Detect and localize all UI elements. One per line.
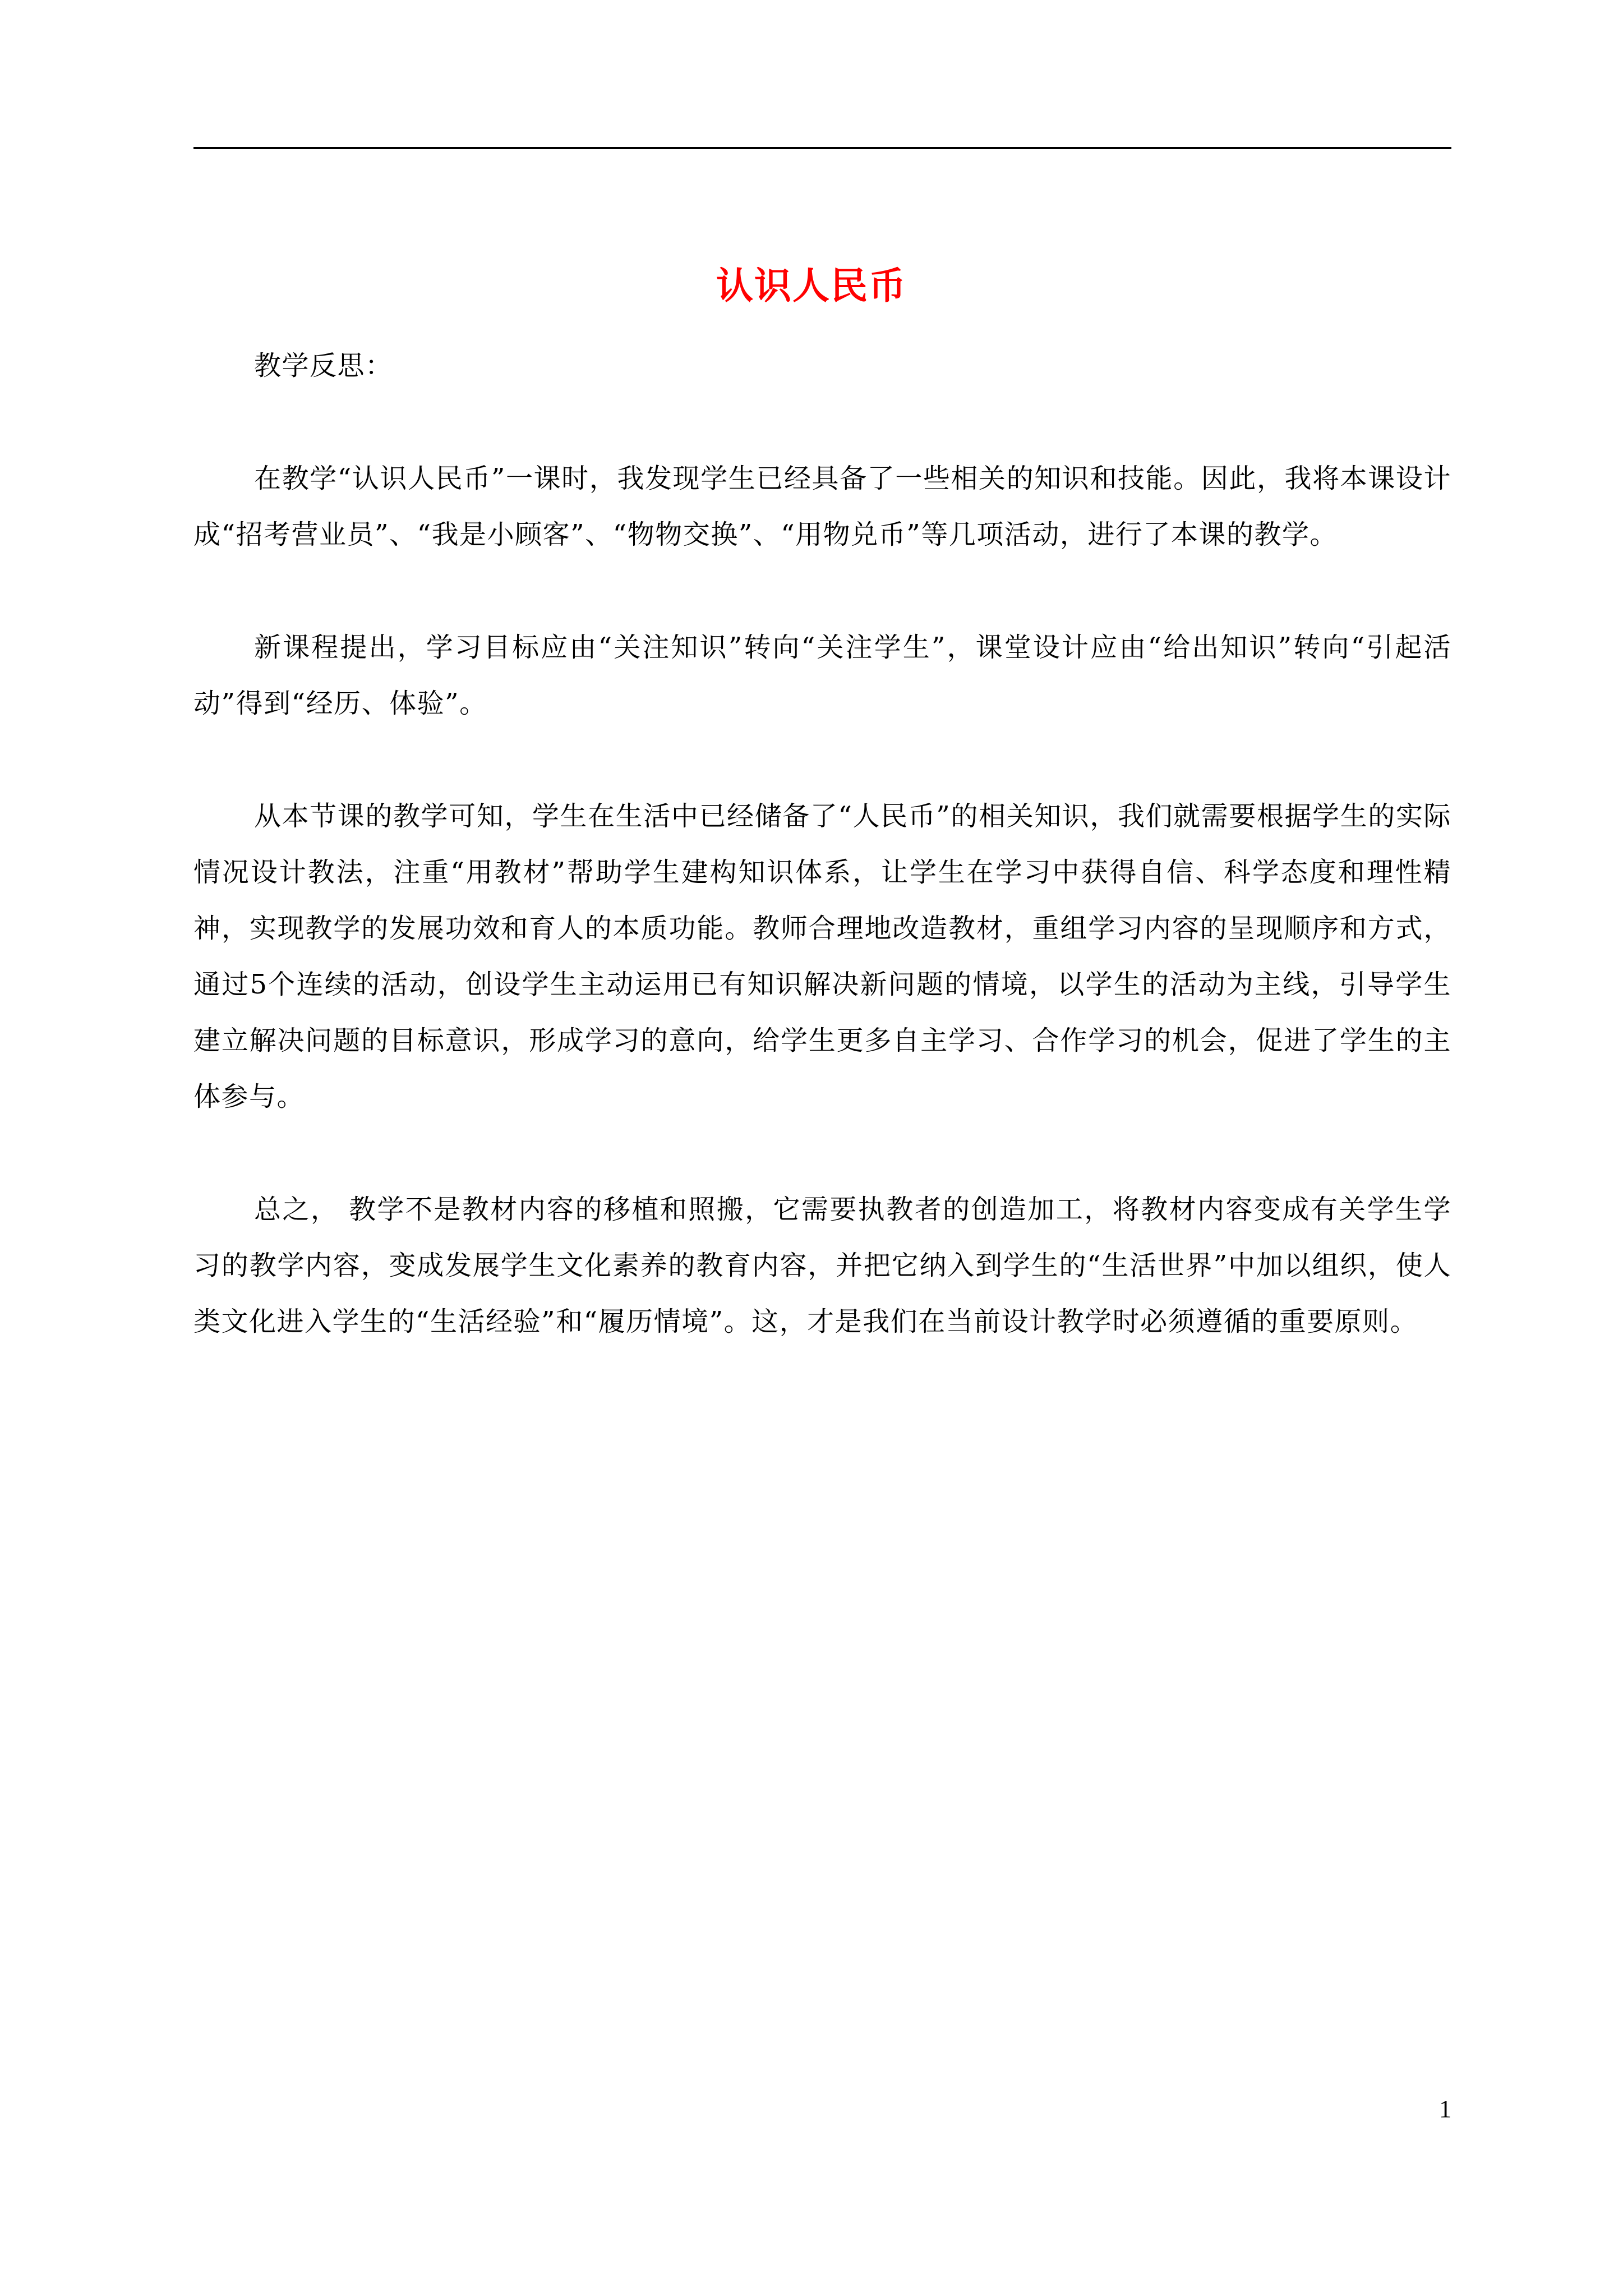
header-rule bbox=[193, 147, 1451, 149]
document-body bbox=[193, 338, 1451, 1406]
page-number: 1 bbox=[1439, 2095, 1451, 2123]
paragraph-4: 总之， 教学不是教材内容的移植和照搬，它需要执教者的创造加工，将教材内容变成有关学生学习的教学内容，变成发展学生文化素养的教育内容，并把它纳入到学生的“生活世界”中加以组织，使人类文化进入学生的“生活经验”和“履历情境”。这，才是我们在当前设计教学时必须遵循的重要原则。 bbox=[193, 1194, 1451, 1337]
paragraph-3: 从本节课的教学可知，学生在生活中已经储备了“人民币”的相关知识，我们就需要根据学生的实际情况设计教法，注重“用教材”帮助学生建构知识体系，让学生在学习中获得自信、科学态度和理性精神，实现教学的发展功效和育人的本质功能。教师合理地改造教材，重组学习内容的呈现顺序和方式，通过5个连续的活动，创设学生主动运用已有知识解决新问题的情境，以学生的活动为主线，引导学生建立解决问题的目标意识，形成学习的意向，给学生更多自主学习、合作学习的机会，促进了学生的主体参与。 bbox=[193, 800, 1451, 1112]
paragraph-2: 新课程提出，学习目标应由“关注知识”转向“关注学生”，课堂设计应由“给出知识”转向“引起活动”得到“经历、体验”。 bbox=[193, 632, 1451, 719]
paragraph-1: 在教学“认识人民币”一课时，我发现学生已经具备了一些相关的知识和技能。因此，我将本课设计成“招考营业员”、“我是小顾客”、“物物交换”、“用物兑币”等几项活动，进行了本课的教学。 bbox=[193, 463, 1451, 550]
document-title: 认识人民币 bbox=[716, 264, 907, 308]
paragraph-heading: 教学反思： bbox=[254, 350, 393, 381]
